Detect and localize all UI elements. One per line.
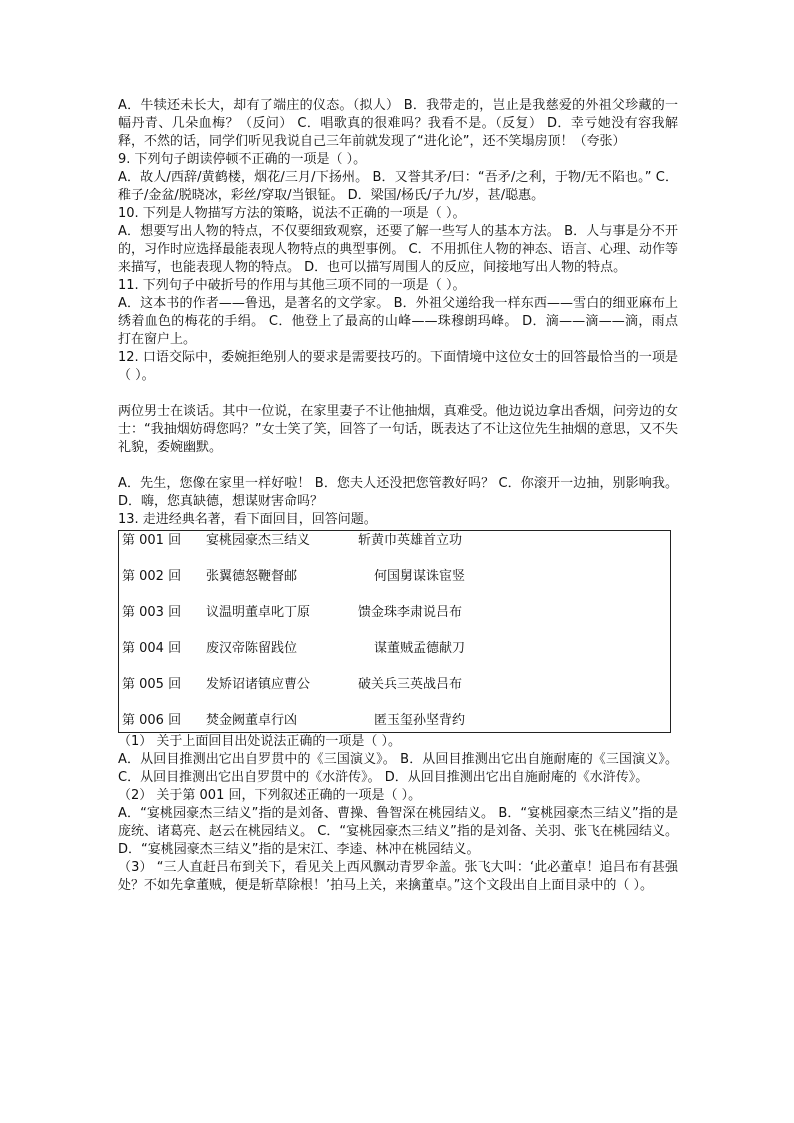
chapter-title-first: 焚金阙董卓行凶 xyxy=(206,713,298,728)
chapter-title-second: 何国舅谋诛宦竖 xyxy=(374,569,466,584)
chapter-title-second: 破关兵三英战吕布 xyxy=(358,677,463,692)
table-row xyxy=(122,604,670,622)
table-row xyxy=(122,640,670,658)
table-row xyxy=(122,676,670,694)
q9-options: A．故人/西辞/黄鹤楼，烟花/三月/下扬州。 B．又誉其矛/曰：“吾矛/之利，于物/无不陷也。” C．稚子/金盆/脱晓冰，彩丝/穿取/当银钲。 D．梁国/杨氏/子九/岁，甚/聪惠。 xyxy=(118,170,678,203)
chapter-number: 第 006 回 xyxy=(122,713,182,728)
chapter-number: 第 002 回 xyxy=(122,569,182,584)
chapter-number: 第 004 回 xyxy=(122,641,182,656)
q13-stem: 13. 走进经典名著，看下面回目，回答问题。 xyxy=(118,512,377,527)
chapter-title-second: 匿玉玺孙坚背约 xyxy=(374,713,466,728)
q11-stem: 11. 下列句子中破折号的作用与其他三项不同的一项是（ ）。 xyxy=(118,278,466,293)
q9-stem: 9. 下列句子朗读停顿不正确的一项是（ ）。 xyxy=(118,152,367,167)
table-row xyxy=(122,568,670,586)
q12-options: A．先生，您像在家里一样好啦！ B．您夫人还没把您管教好吗？ C．你滚开一边抽，别影响我。 D．嗨，您真缺德，想谋财害命吗？ xyxy=(118,476,678,509)
document-page xyxy=(118,97,678,895)
q12-stem: 12. 口语交际中，委婉拒绝别人的要求是需要技巧的。下面情境中这位女士的回答最恰当的一项是（ ）。 xyxy=(118,350,678,383)
q13-1-stem: （1） 关于上面回目出处说法正确的一项是（ ）。 xyxy=(118,734,402,749)
chapter-title-first: 议温明董卓叱丁原 xyxy=(206,605,311,620)
chapter-title-first: 废汉帝陈留践位 xyxy=(206,641,298,656)
q11-options: A．这本书的作者——鲁迅，是著名的文学家。 B．外祖父递给我一样东西——雪白的细亚麻布上绣着血色的梅花的手绢。 C．他登上了最高的山峰——珠穆朗玛峰。 D．滴——滴——滴，雨点打在窗户上。 xyxy=(118,296,678,347)
q12-scenario: 两位男士在谈话。其中一位说，在家里妻子不让他抽烟，真难受。他边说边拿出香烟，问旁边的女士：“我抽烟妨碍您吗？”女士笑了笑，回答了一句话，既表达了不让这位先生抽烟的意思，又不失礼貌，委婉幽默。 xyxy=(118,404,678,455)
q13-3-stem: （3） “三人直赶吕布到关下，看见关上西风飘动青罗伞盖。张飞大叫：‘此必董卓！追吕布有甚强处？不如先拿董贼，便是斩草除根！’拍马上关，来擒董卓。”这个文段出自上面目录中的（ ）。 xyxy=(118,860,678,893)
q13-2-options: A．“宴桃园豪杰三结义”指的是刘备、曹操、鲁智深在桃园结义。 B．“宴桃园豪杰三结义”指的是庞统、诸葛亮、赵云在桃园结义。 C．“宴桃园豪杰三结义”指的是刘备、关羽、张飞在桃园结义。 D．“宴桃园豪杰三结义”指的是宋江、李逵、林冲在桃园结义。 xyxy=(118,806,678,857)
spacer xyxy=(118,385,678,403)
chapter-title-first: 张翼德怒鞭督邮 xyxy=(206,569,298,584)
chapter-number: 第 001 回 xyxy=(122,533,182,548)
chapter-title-second: 谋董贼孟德献刀 xyxy=(374,641,466,656)
chapter-title-first: 发矫诏诸镇应曹公 xyxy=(206,677,311,692)
chapter-title-second: 斩黄巾英雄首立功 xyxy=(358,533,463,548)
table-row xyxy=(122,712,670,730)
chapter-number: 第 005 回 xyxy=(122,677,182,692)
table-row xyxy=(122,532,670,550)
chapter-table xyxy=(118,530,671,733)
q13-1-options: A．从回目推测出它出自罗贯中的《三国演义》。 B．从回目推测出它出自施耐庵的《三国演义》。 C．从回目推测出它出自罗贯中的《水浒传》。 D．从回目推测出它出自施耐庵的《水浒传》。 xyxy=(118,752,678,785)
chapter-title-second: 馈金珠李肃说吕布 xyxy=(358,605,463,620)
chapter-title-first: 宴桃园豪杰三结义 xyxy=(206,533,311,548)
chapter-number: 第 003 回 xyxy=(122,605,182,620)
q10-stem: 10. 下列是人物描写方法的策略，说法不正确的一项是（ ）。 xyxy=(118,206,466,221)
q10-options: A．想要写出人物的特点，不仅要细致观察，还要了解一些写人的基本方法。 B．人与事是分不开的，习作时应选择最能表现人物特点的典型事例。 C．不用抓住人物的神态、语言、心理、动作等来描写，也能表现人物的特点。 D．也可以描写周围人的反应，间接地写出人物的特点。 xyxy=(118,224,678,275)
spacer xyxy=(118,457,678,475)
q13-2-stem: （2） 关于第 001 回，下列叙述正确的一项是（ ）。 xyxy=(118,788,422,803)
q8-options: A．牛犊还未长大，却有了端庄的仪态。（拟人） B．我带走的，岂止是我慈爱的外祖父珍藏的一幅丹青、几朵血梅？（反问） C．唱歌真的很难吗？我看不是。（反复） D．幸亏她没有容我解释，不然的话，同学们听见我说自己三年前就发现了“进化论”，还不笑塌房顶！（夸张） xyxy=(118,98,678,149)
